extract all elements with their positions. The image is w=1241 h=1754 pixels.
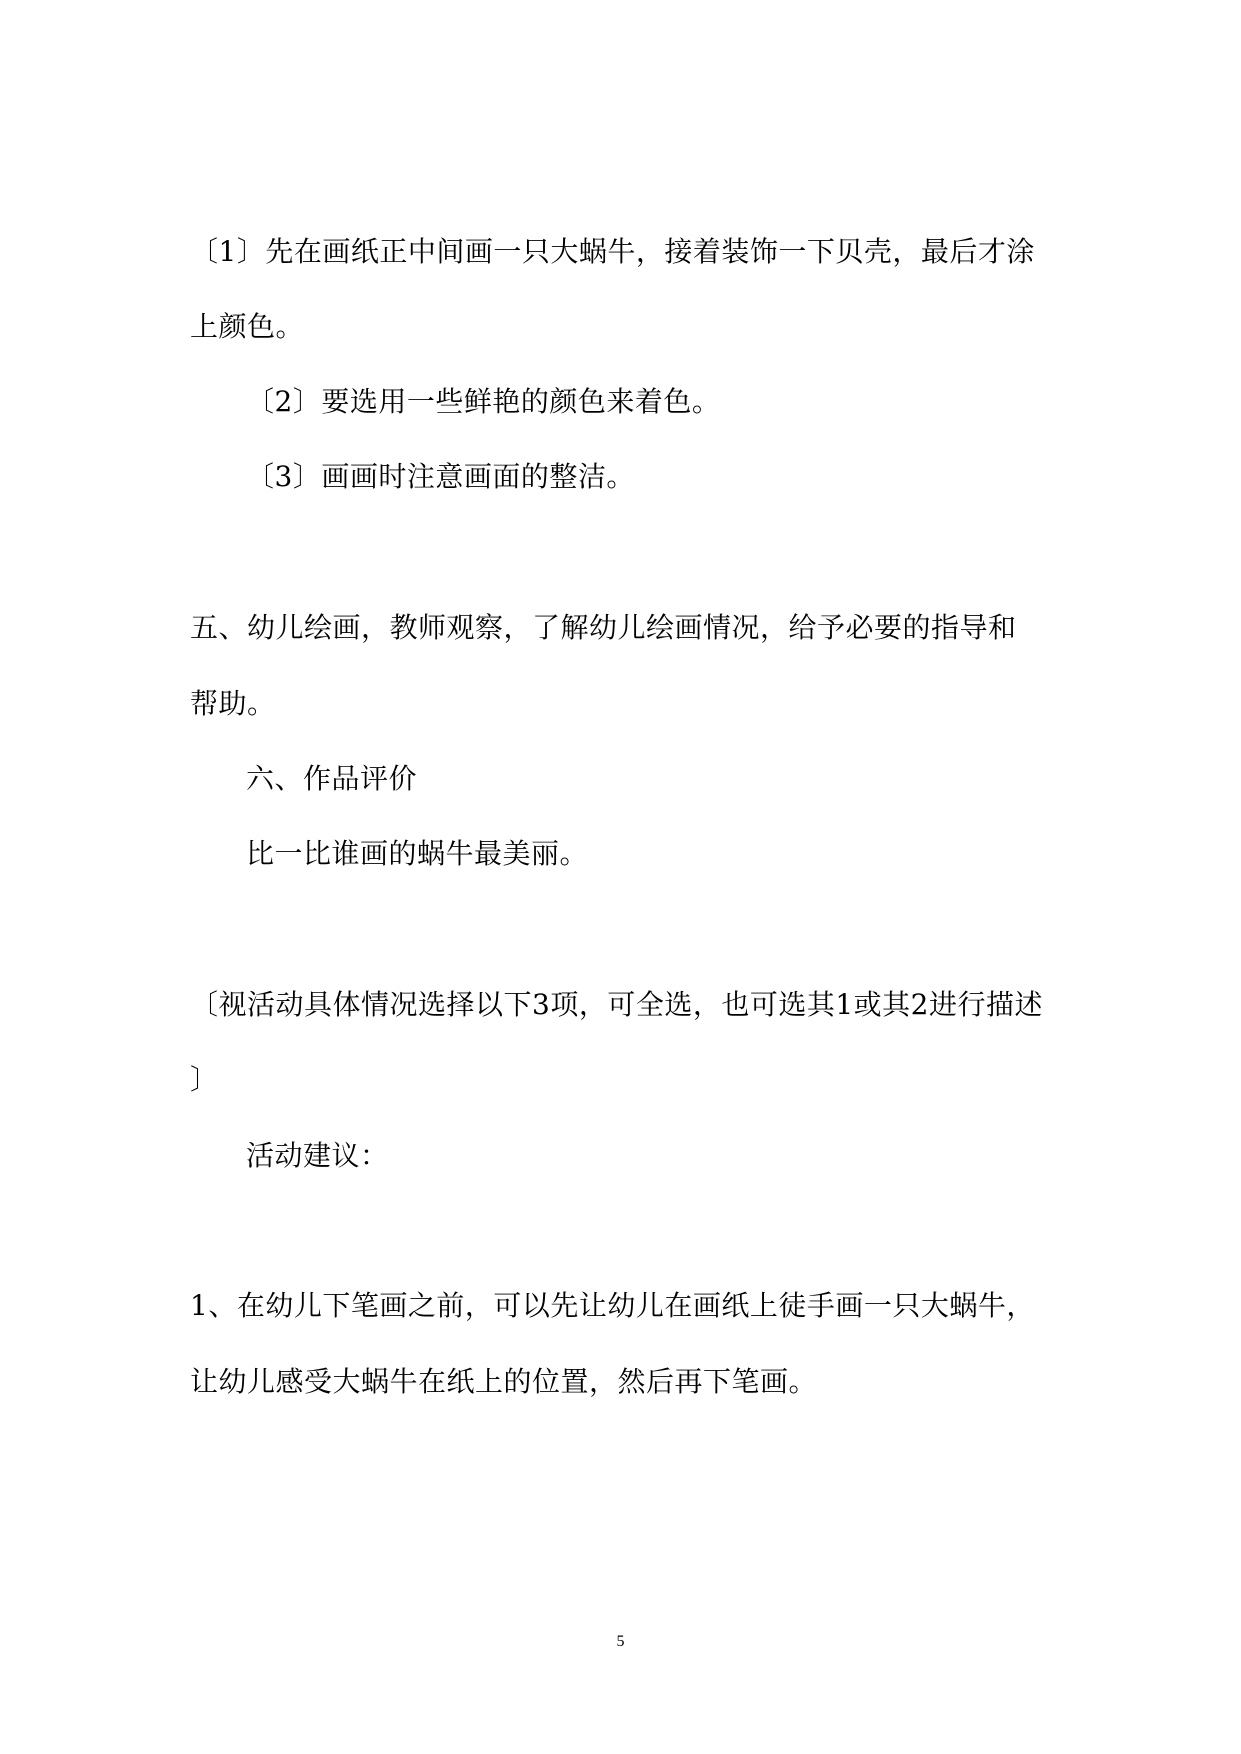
section-heading-evaluation: 六、作品评价 xyxy=(246,762,418,795)
text-line-4: 〔3〕画画时注意画面的整洁。 xyxy=(246,460,635,493)
text-line-12: 1、在幼儿下笔画之前，可以先让幼儿在画纸上徒手画一只大蜗牛， xyxy=(190,1289,1035,1322)
section-heading-suggestions: 活动建议： xyxy=(246,1139,389,1172)
page-number: 5 xyxy=(616,1633,625,1650)
text-line-9: 〔视活动具体情况选择以下3项，可全选，也可选其1或其2进行描述 xyxy=(190,988,1043,1021)
text-line-2: 上颜色。 xyxy=(190,310,305,343)
text-line-6: 帮助。 xyxy=(190,687,276,720)
text-line-3: 〔2〕要选用一些鲜艳的颜色来着色。 xyxy=(246,385,721,418)
text-line-8: 比一比谁画的蜗牛最美丽。 xyxy=(246,837,589,870)
text-line-10: 〕 xyxy=(190,1063,219,1096)
text-line-13: 让幼儿感受大蜗牛在纸上的位置，然后再下笔画。 xyxy=(190,1365,818,1398)
text-line-5: 五、幼儿绘画，教师观察，了解幼儿绘画情况，给予必要的指导和 xyxy=(190,611,1017,644)
text-line-1: 〔1〕先在画纸正中间画一只大蜗牛，接着装饰一下贝壳，最后才涂 xyxy=(190,235,1035,268)
